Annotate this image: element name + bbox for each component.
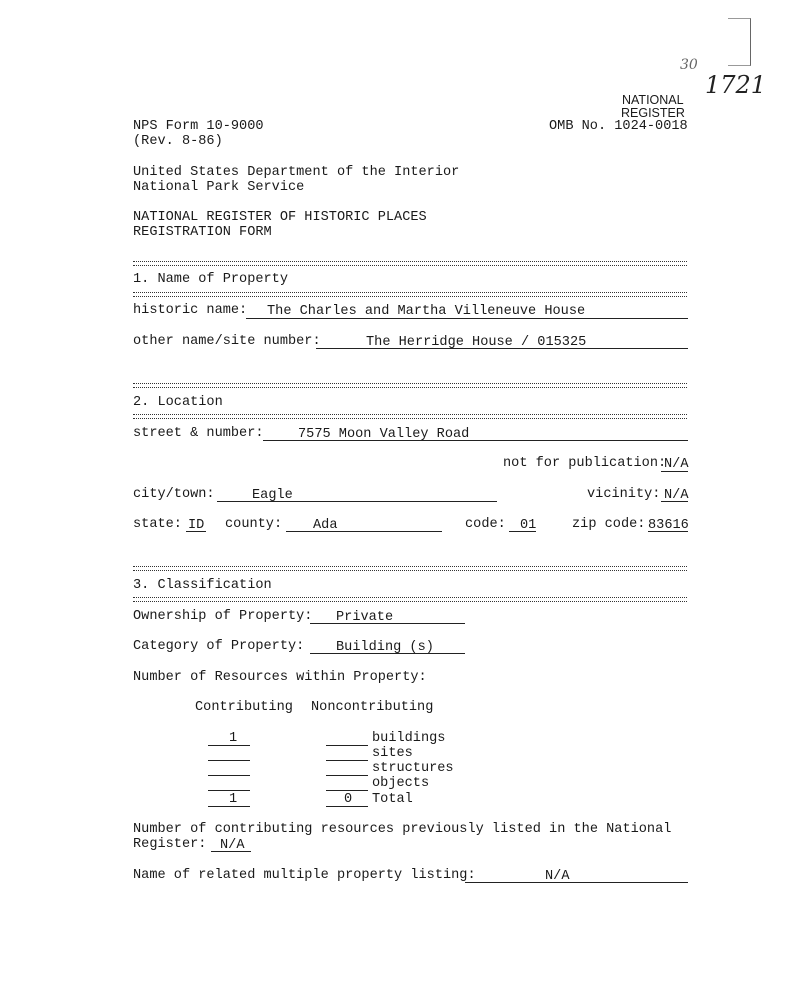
related-listing-field-line [465, 882, 688, 883]
contributing-blank [208, 760, 250, 761]
street-label: street & number: [133, 426, 264, 441]
street-value: 7575 Moon Valley Road [298, 427, 470, 442]
resource-type-label: objects [372, 776, 430, 791]
category-value: Building (s) [336, 640, 434, 655]
city-label: city/town: [133, 487, 215, 502]
noncontributing-column-header: Noncontributing [311, 700, 434, 715]
form-title-line2: REGISTRATION FORM [133, 225, 272, 240]
code-label: code: [465, 517, 506, 532]
handwritten-number: 1721 [705, 71, 767, 99]
noncontributing-blank [326, 760, 368, 761]
contributing-blank [208, 775, 250, 776]
section-divider [133, 261, 687, 266]
related-listing-value: N/A [545, 869, 570, 884]
contributing-count: 1 [229, 731, 238, 746]
section3-heading: 3. Classification [133, 578, 272, 593]
county-field-line [286, 531, 442, 532]
ownership-value: Private [336, 610, 394, 625]
zip-label: zip code: [572, 517, 646, 532]
section-divider [133, 566, 687, 571]
code-value: 01 [520, 518, 537, 533]
contributing-column-header: Contributing [195, 700, 293, 715]
resource-type-label: structures [372, 761, 454, 776]
form-number: NPS Form 10-9000 [133, 119, 264, 134]
previously-listed-line1: Number of contributing resources previously listed in the National [133, 822, 672, 837]
ownership-label: Ownership of Property: [133, 609, 313, 624]
not-for-publication-value: N/A [664, 457, 689, 472]
historic-name-value: The Charles and Martha Villeneuve House [267, 304, 586, 319]
department-name: United States Department of the Interior [133, 165, 460, 180]
contributing-blank [208, 790, 250, 791]
section-divider [133, 597, 687, 602]
corner-scribble [728, 18, 751, 66]
section-divider [133, 414, 687, 419]
section-divider [133, 383, 687, 388]
noncontributing-count: 0 [344, 792, 353, 807]
noncontributing-blank [326, 775, 368, 776]
zip-value: 83616 [648, 518, 689, 533]
state-value: ID [188, 518, 205, 533]
state-label: state: [133, 517, 182, 532]
previously-listed-line2: Register: [133, 837, 207, 852]
noncontributing-blank [326, 790, 368, 791]
county-label: county: [225, 517, 283, 532]
resource-type-label: sites [372, 746, 413, 761]
other-name-value: The Herridge House / 015325 [366, 335, 587, 350]
not-for-publication-label: not for publication: [503, 456, 667, 471]
resources-label: Number of Resources within Property: [133, 670, 427, 685]
historic-name-label: historic name: [133, 303, 248, 318]
vicinity-label: vicinity: [587, 487, 661, 502]
omb-number: OMB No. 1024-0018 [549, 119, 688, 134]
corner-mark: 30 [680, 57, 698, 73]
related-listing-label: Name of related multiple property listing: [133, 868, 476, 883]
contributing-count: 1 [229, 792, 238, 807]
form-revision: (Rev. 8-86) [133, 134, 223, 149]
resource-type-label: Total [372, 792, 413, 807]
section-divider [133, 292, 687, 297]
national-register-stamp-line1: NATIONAL [622, 93, 684, 107]
category-label: Category of Property: [133, 639, 305, 654]
vicinity-value: N/A [664, 488, 689, 503]
section1-heading: 1. Name of Property [133, 272, 288, 287]
county-value: Ada [313, 518, 338, 533]
form-title-line1: NATIONAL REGISTER OF HISTORIC PLACES [133, 210, 427, 225]
resource-type-label: buildings [372, 731, 446, 746]
national-register-stamp-line2: REGISTER [621, 106, 685, 120]
other-name-label: other name/site number: [133, 334, 321, 349]
service-name: National Park Service [133, 180, 305, 195]
section2-heading: 2. Location [133, 395, 223, 410]
city-value: Eagle [252, 488, 293, 503]
previously-listed-value: N/A [220, 838, 245, 853]
noncontributing-blank [326, 745, 368, 746]
